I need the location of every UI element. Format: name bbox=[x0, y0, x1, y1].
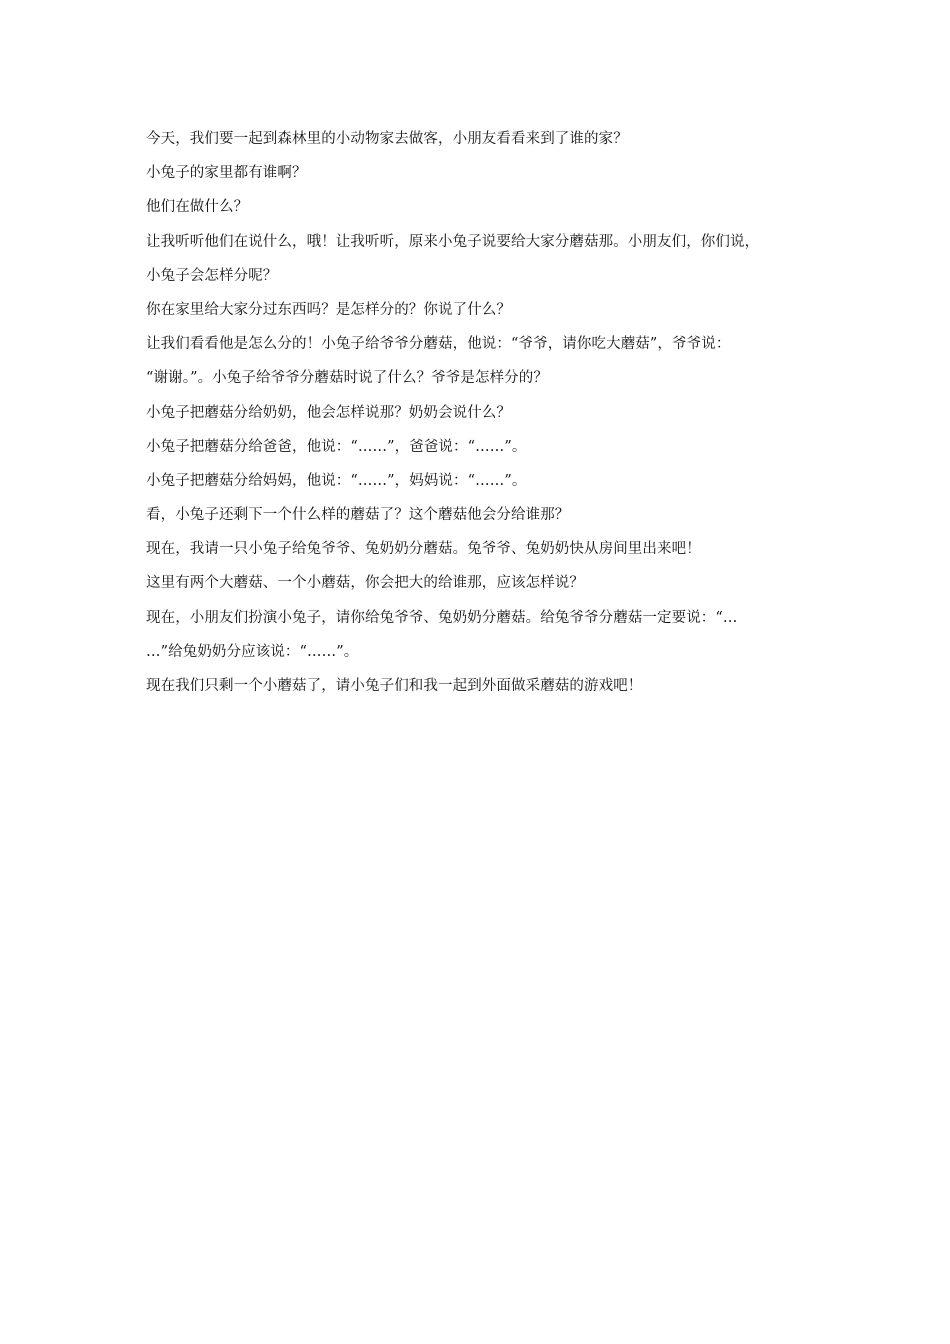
text-line: 小兔子把蘑菇分给爸爸，他说：“……”，爸爸说：“……”。 bbox=[146, 438, 527, 455]
document-body bbox=[146, 122, 816, 703]
text-line: “谢谢。”。小兔子给爷爷分蘑菇时说了什么？爷爷是怎样分的？ bbox=[146, 370, 548, 387]
text-line: 他们在做什么？ bbox=[146, 199, 249, 216]
text-line: 小兔子把蘑菇分给奶奶，他会怎样说那？奶奶会说什么？ bbox=[146, 404, 511, 421]
text-line: 让我们看看他是怎么分的！小兔子给爷爷分蘑菇，他说：“爷爷，请你吃大蘑菇”，爷爷说： bbox=[146, 336, 731, 353]
text-line: 现在，小朋友们扮演小兔子，请你给兔爷爷、兔奶奶分蘑菇。给兔爷爷分蘑菇一定要说：“… bbox=[146, 609, 738, 626]
text-line: 现在我们只剩一个小蘑菇了，请小兔子们和我一起到外面做采蘑菇的游戏吧！ bbox=[146, 678, 643, 694]
text-line: 这里有两个大蘑菇、一个小蘑菇，你会把大的给谁那，应该怎样说？ bbox=[146, 575, 584, 592]
text-line: 让我听听他们在说什么，哦！让我听听，原来小兔子说要给大家分蘑菇那。小朋友们，你们说， bbox=[146, 233, 760, 250]
text-line: 现在，我请一只小兔子给兔爷爷、兔奶奶分蘑菇。兔爷爷、兔奶奶快从房间里出来吧！ bbox=[146, 541, 701, 558]
text-line: 小兔子会怎样分呢？ bbox=[146, 267, 278, 284]
text-line: 看，小兔子还剩下一个什么样的蘑菇了？这个蘑菇他会分给谁那？ bbox=[146, 507, 570, 524]
text-line: 今天，我们要一起到森林里的小动物家去做客，小朋友看看来到了谁的家？ bbox=[146, 131, 628, 147]
text-line: 你在家里给大家分过东西吗？是怎样分的？你说了什么？ bbox=[146, 301, 511, 318]
text-line: 小兔子把蘑菇分给妈妈，他说：“……”，妈妈说：“……”。 bbox=[146, 472, 527, 489]
text-line: 小兔子的家里都有谁啊？ bbox=[146, 165, 307, 182]
text-line: …”给兔奶奶分应该说：“……”。 bbox=[146, 643, 359, 660]
